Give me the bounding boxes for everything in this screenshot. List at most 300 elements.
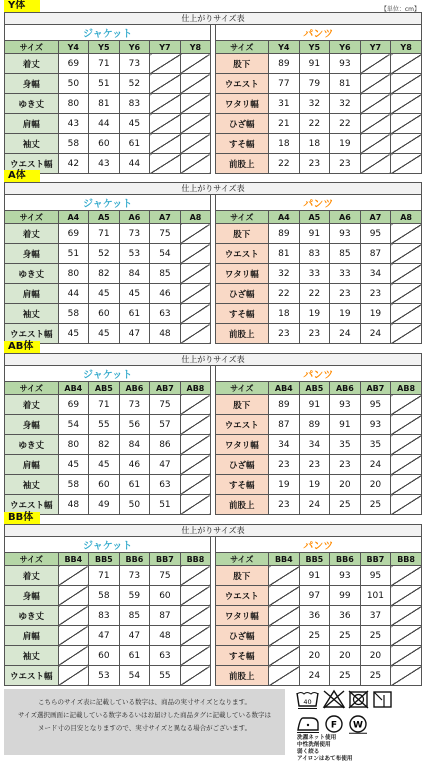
jacket-value: 45: [89, 324, 120, 344]
jacket-value: 45: [89, 455, 120, 475]
jacket-measure-label: 着丈: [5, 54, 59, 74]
empty-cell: [391, 415, 422, 435]
pants-value: 25: [299, 626, 330, 646]
jacket-size-header: A4: [58, 211, 89, 224]
pants-measure-label: 股下: [215, 224, 269, 244]
jacket-header: ジャケット: [5, 366, 211, 382]
empty-cell: [391, 284, 422, 304]
pants-size-header: AB7: [360, 382, 391, 395]
pants-value: 23: [299, 324, 330, 344]
pants-value: 20: [299, 646, 330, 666]
jacket-measure-label: 着丈: [5, 566, 59, 586]
jacket-value: 46: [150, 284, 181, 304]
jacket-value: 47: [89, 626, 120, 646]
pants-value: 85: [330, 244, 361, 264]
empty-cell: [391, 154, 422, 174]
jacket-value: 45: [89, 284, 120, 304]
empty-cell: [180, 495, 211, 515]
pants-value: 101: [360, 586, 391, 606]
empty-cell: [180, 666, 211, 686]
empty-cell: [180, 74, 211, 94]
jacket-value: 82: [89, 435, 120, 455]
jacket-value: 84: [119, 264, 150, 284]
pants-size-header: AB6: [330, 382, 361, 395]
pants-measure-label: ひざ幅: [215, 284, 269, 304]
empty-cell: [391, 264, 422, 284]
empty-cell: [180, 586, 211, 606]
empty-cell: [391, 94, 422, 114]
pants-value: 24: [360, 455, 391, 475]
empty-cell: [391, 114, 422, 134]
pants-size-header: BB5: [299, 553, 330, 566]
pants-value: 35: [330, 435, 361, 455]
pants-size-header: BB6: [330, 553, 361, 566]
jacket-value: 83: [89, 606, 120, 626]
jacket-measure-label: 身幅: [5, 415, 59, 435]
jacket-value: 60: [89, 646, 120, 666]
jacket-value: 75: [150, 566, 181, 586]
pants-header: パンツ: [215, 25, 422, 41]
jacket-size-header: Y4: [58, 41, 89, 54]
empty-cell: [391, 395, 422, 415]
jacket-header: ジャケット: [5, 25, 211, 41]
pants-value: 34: [360, 264, 391, 284]
jacket-value: 61: [119, 475, 150, 495]
empty-cell: [180, 646, 211, 666]
pants-value: 20: [330, 646, 361, 666]
note-line-1: こちらのサイズ表に記載している数字は、商品の実寸サイズとなります。: [38, 698, 251, 706]
pants-value: 23: [269, 455, 300, 475]
pants-value: 95: [360, 224, 391, 244]
pants-size-header: A7: [360, 211, 391, 224]
pants-value: 19: [330, 304, 361, 324]
jacket-measure-label: 身幅: [5, 74, 59, 94]
empty-cell: [180, 224, 211, 244]
pants-value: 19: [299, 475, 330, 495]
pants-size-header: Y5: [299, 41, 330, 54]
size-table: [4, 12, 422, 174]
pants-measure-label: ひざ幅: [215, 455, 269, 475]
pants-value: 91: [299, 54, 330, 74]
jacket-measure-label: ウエスト幅: [5, 154, 59, 174]
jacket-value: 48: [150, 626, 181, 646]
jacket-measure-label: ウエスト幅: [5, 324, 59, 344]
pants-measure-label: ひざ幅: [215, 114, 269, 134]
pants-measure-label: ワタリ幅: [215, 94, 269, 114]
dryclean-f-icon: [326, 716, 342, 732]
empty-cell: [391, 224, 422, 244]
jacket-measure-label: 肩幅: [5, 626, 59, 646]
pants-value: 23: [299, 154, 330, 174]
pants-value: 24: [299, 495, 330, 515]
empty-cell: [180, 114, 211, 134]
jacket-size-header: AB6: [119, 382, 150, 395]
size-table-title: 仕上がりサイズ表: [5, 183, 422, 195]
unit-label: 【単位：cm】: [380, 6, 420, 13]
jacket-value: 47: [119, 324, 150, 344]
jacket-value: 48: [58, 495, 89, 515]
jacket-size-header: BB7: [150, 553, 181, 566]
jacket-measure-label: 肩幅: [5, 114, 59, 134]
jacket-measure-label: ゆき丈: [5, 606, 59, 626]
body-type-label: AB体: [4, 341, 40, 353]
pants-size-header: AB4: [269, 382, 300, 395]
jacket-value: 63: [150, 646, 181, 666]
jacket-measure-label: ウエスト幅: [5, 666, 59, 686]
care-line-1: 洗濯ネット使用: [297, 735, 337, 741]
pants-header: パンツ: [215, 537, 422, 553]
pants-measure-label: 股下: [215, 395, 269, 415]
jacket-value: 54: [150, 244, 181, 264]
empty-cell: [391, 475, 422, 495]
empty-cell: [180, 626, 211, 646]
jacket-value: 73: [119, 54, 150, 74]
jacket-measure-label: 肩幅: [5, 455, 59, 475]
pants-value: 23: [360, 284, 391, 304]
pants-value: 32: [330, 94, 361, 114]
size-note-box: [4, 689, 285, 755]
jacket-value: 75: [150, 224, 181, 244]
pants-value: 97: [299, 586, 330, 606]
jacket-value: 47: [119, 626, 150, 646]
empty-cell: [360, 74, 391, 94]
jacket-value: 44: [89, 114, 120, 134]
jacket-size-header: AB8: [180, 382, 211, 395]
pants-size-header: BB4: [269, 553, 300, 566]
wetclean-letter: W: [353, 720, 363, 731]
pants-size-header: Y4: [269, 41, 300, 54]
empty-cell: [391, 626, 422, 646]
jacket-value: 52: [119, 74, 150, 94]
pants-size-header: AB8: [391, 382, 422, 395]
jacket-measure-label: 着丈: [5, 395, 59, 415]
pants-measure-label: 前股上: [215, 154, 269, 174]
jacket-measure-label: ゆき丈: [5, 435, 59, 455]
jacket-value: 58: [58, 475, 89, 495]
pants-measure-label: 前股上: [215, 324, 269, 344]
pants-value: 36: [330, 606, 361, 626]
empty-cell: [391, 495, 422, 515]
pants-value: 99: [330, 586, 361, 606]
pants-value: 91: [299, 224, 330, 244]
pants-value: 22: [269, 154, 300, 174]
pants-value: 18: [269, 304, 300, 324]
empty-cell: [360, 114, 391, 134]
jacket-value: 73: [119, 395, 150, 415]
jacket-measure-label: 肩幅: [5, 284, 59, 304]
empty-cell: [391, 666, 422, 686]
pants-measure-label: ひざ幅: [215, 626, 269, 646]
jacket-value: 69: [58, 54, 89, 74]
jacket-value: 87: [150, 606, 181, 626]
jacket-value: 71: [89, 224, 120, 244]
care-line-4: アイロンはあて布使用: [297, 756, 353, 762]
empty-cell: [180, 304, 211, 324]
jacket-value: 59: [119, 586, 150, 606]
jacket-value: 45: [119, 284, 150, 304]
jacket-value: 83: [119, 94, 150, 114]
jacket-measure-label: 身幅: [5, 586, 59, 606]
pants-value: 81: [330, 74, 361, 94]
size-column-header: サイズ: [5, 41, 59, 54]
size-column-header: サイズ: [5, 382, 59, 395]
size-table: [4, 182, 422, 344]
empty-cell: [391, 566, 422, 586]
jacket-value: 73: [119, 224, 150, 244]
jacket-value: 71: [89, 395, 120, 415]
size-table: [4, 524, 422, 686]
note-line-3: ヌード寸の目安となりますので、実寸サイズと異なる場合がございます。: [37, 724, 252, 732]
pants-value: 25: [360, 626, 391, 646]
empty-cell: [150, 154, 181, 174]
empty-cell: [180, 435, 211, 455]
empty-cell: [58, 606, 89, 626]
jacket-measure-label: 袖丈: [5, 304, 59, 324]
jacket-value: 49: [89, 495, 120, 515]
jacket-size-header: A6: [119, 211, 150, 224]
jacket-value: 84: [119, 435, 150, 455]
pants-value: 35: [360, 435, 391, 455]
jacket-value: 42: [58, 154, 89, 174]
jacket-value: 80: [58, 435, 89, 455]
jacket-value: 44: [58, 284, 89, 304]
pants-value: 23: [299, 455, 330, 475]
pants-value: 20: [360, 646, 391, 666]
empty-cell: [391, 324, 422, 344]
empty-cell: [180, 606, 211, 626]
jacket-value: 55: [150, 666, 181, 686]
empty-cell: [180, 154, 211, 174]
wash-temp-text: 40: [303, 698, 312, 706]
pants-value: 33: [299, 264, 330, 284]
pants-value: 23: [269, 495, 300, 515]
pants-value: 23: [330, 455, 361, 475]
pants-value: 25: [360, 495, 391, 515]
iron-icon: [297, 718, 319, 733]
jacket-value: 63: [150, 475, 181, 495]
empty-cell: [391, 304, 422, 324]
empty-cell: [391, 435, 422, 455]
jacket-measure-label: ゆき丈: [5, 94, 59, 114]
empty-cell: [391, 74, 422, 94]
dryclean-letter: F: [330, 720, 338, 731]
jacket-value: 45: [119, 114, 150, 134]
empty-cell: [180, 264, 211, 284]
jacket-value: 48: [150, 324, 181, 344]
pants-value: 31: [269, 94, 300, 114]
pants-measure-label: すそ幅: [215, 134, 269, 154]
pants-value: 25: [360, 666, 391, 686]
empty-cell: [180, 324, 211, 344]
wetclean-w-icon: [349, 716, 367, 733]
pants-value: 87: [360, 244, 391, 264]
no-bleach-icon: [324, 691, 344, 708]
jacket-value: 61: [119, 134, 150, 154]
jacket-size-header: AB7: [150, 382, 181, 395]
jacket-size-header: AB4: [58, 382, 89, 395]
care-line-2: 中性洗剤使用: [297, 742, 331, 748]
jacket-value: 63: [150, 304, 181, 324]
empty-cell: [391, 586, 422, 606]
jacket-value: 60: [150, 586, 181, 606]
empty-cell: [180, 54, 211, 74]
pants-value: 93: [330, 224, 361, 244]
pants-value: 79: [299, 74, 330, 94]
size-table-title: 仕上がりサイズ表: [5, 525, 422, 537]
empty-cell: [360, 154, 391, 174]
pants-value: 91: [299, 566, 330, 586]
pants-value: 22: [299, 284, 330, 304]
pants-value: 24: [360, 324, 391, 344]
empty-cell: [150, 134, 181, 154]
no-tumble-dry-icon: [349, 691, 368, 708]
empty-cell: [180, 475, 211, 495]
jacket-value: 60: [89, 304, 120, 324]
body-type-label: BB体: [4, 512, 40, 524]
empty-cell: [58, 666, 89, 686]
pants-value: 20: [330, 475, 361, 495]
jacket-size-header: BB4: [58, 553, 89, 566]
pants-value: 93: [330, 566, 361, 586]
jacket-measure-label: 着丈: [5, 224, 59, 244]
jacket-value: 75: [150, 395, 181, 415]
body-type-label: Y体: [4, 0, 40, 12]
jacket-value: 60: [89, 134, 120, 154]
size-column-header: サイズ: [215, 382, 269, 395]
jacket-value: 71: [89, 54, 120, 74]
jacket-value: 43: [89, 154, 120, 174]
jacket-value: 51: [150, 495, 181, 515]
empty-cell: [180, 284, 211, 304]
size-table-title: 仕上がりサイズ表: [5, 13, 422, 25]
pants-measure-label: 股下: [215, 54, 269, 74]
pants-header: パンツ: [215, 366, 422, 382]
pants-size-header: Y6: [330, 41, 361, 54]
pants-value: 34: [299, 435, 330, 455]
pants-value: 23: [330, 284, 361, 304]
jacket-value: 46: [119, 455, 150, 475]
jacket-value: 86: [150, 435, 181, 455]
pants-value: 89: [269, 54, 300, 74]
pants-measure-label: すそ幅: [215, 646, 269, 666]
jacket-size-header: BB6: [119, 553, 150, 566]
empty-cell: [180, 94, 211, 114]
jacket-value: 61: [119, 304, 150, 324]
jacket-value: 71: [89, 566, 120, 586]
jacket-value: 58: [58, 134, 89, 154]
size-column-header: サイズ: [215, 553, 269, 566]
empty-cell: [391, 54, 422, 74]
empty-cell: [150, 114, 181, 134]
size-table-title: 仕上がりサイズ表: [5, 354, 422, 366]
care-labels: [294, 688, 424, 764]
jacket-value: 60: [89, 475, 120, 495]
empty-cell: [269, 586, 300, 606]
jacket-size-header: A5: [89, 211, 120, 224]
pants-value: 32: [299, 94, 330, 114]
jacket-value: 45: [58, 324, 89, 344]
empty-cell: [58, 646, 89, 666]
jacket-measure-label: 袖丈: [5, 475, 59, 495]
pants-measure-label: ウエスト: [215, 244, 269, 264]
care-line-3: 弱く絞る: [297, 749, 320, 755]
jacket-value: 58: [89, 586, 120, 606]
jacket-value: 44: [119, 154, 150, 174]
pants-size-header: A6: [330, 211, 361, 224]
empty-cell: [391, 134, 422, 154]
empty-cell: [58, 566, 89, 586]
jacket-value: 61: [119, 646, 150, 666]
empty-cell: [269, 566, 300, 586]
pants-value: 22: [269, 284, 300, 304]
pants-measure-label: 股下: [215, 566, 269, 586]
pants-measure-label: すそ幅: [215, 475, 269, 495]
pants-value: 77: [269, 74, 300, 94]
jacket-value: 54: [58, 415, 89, 435]
pants-value: 32: [269, 264, 300, 284]
pants-measure-label: ワタリ幅: [215, 606, 269, 626]
jacket-measure-label: 身幅: [5, 244, 59, 264]
jacket-value: 51: [58, 244, 89, 264]
jacket-size-header: BB5: [89, 553, 120, 566]
jacket-value: 80: [58, 264, 89, 284]
jacket-value: 85: [119, 606, 150, 626]
pants-value: 83: [299, 244, 330, 264]
shade-dry-icon: [374, 692, 391, 707]
jacket-value: 69: [58, 224, 89, 244]
empty-cell: [391, 646, 422, 666]
pants-size-header: A5: [299, 211, 330, 224]
pants-size-header: Y7: [360, 41, 391, 54]
pants-value: 89: [269, 224, 300, 244]
empty-cell: [150, 54, 181, 74]
body-type-label: A体: [4, 170, 40, 182]
pants-value: 24: [330, 324, 361, 344]
empty-cell: [150, 94, 181, 114]
jacket-value: 57: [150, 415, 181, 435]
jacket-size-header: Y5: [89, 41, 120, 54]
pants-size-header: BB8: [391, 553, 422, 566]
jacket-value: 55: [89, 415, 120, 435]
pants-value: 23: [330, 154, 361, 174]
pants-measure-label: ウエスト: [215, 415, 269, 435]
jacket-size-header: Y7: [150, 41, 181, 54]
empty-cell: [180, 134, 211, 154]
pants-value: 93: [330, 395, 361, 415]
jacket-size-header: A8: [180, 211, 211, 224]
pants-value: 24: [299, 666, 330, 686]
pants-value: 23: [269, 324, 300, 344]
jacket-measure-label: 袖丈: [5, 646, 59, 666]
empty-cell: [391, 455, 422, 475]
jacket-header: ジャケット: [5, 537, 211, 553]
jacket-size-header: AB5: [89, 382, 120, 395]
pants-value: 19: [269, 475, 300, 495]
pants-value: 33: [330, 264, 361, 284]
pants-value: 19: [360, 304, 391, 324]
empty-cell: [391, 244, 422, 264]
size-column-header: サイズ: [5, 553, 59, 566]
pants-value: 87: [269, 415, 300, 435]
size-column-header: サイズ: [215, 41, 269, 54]
jacket-value: 56: [119, 415, 150, 435]
jacket-size-header: Y8: [180, 41, 211, 54]
pants-measure-label: 前股上: [215, 495, 269, 515]
pants-size-header: Y8: [391, 41, 422, 54]
pants-size-header: A8: [391, 211, 422, 224]
pants-value: 89: [299, 415, 330, 435]
empty-cell: [180, 395, 211, 415]
